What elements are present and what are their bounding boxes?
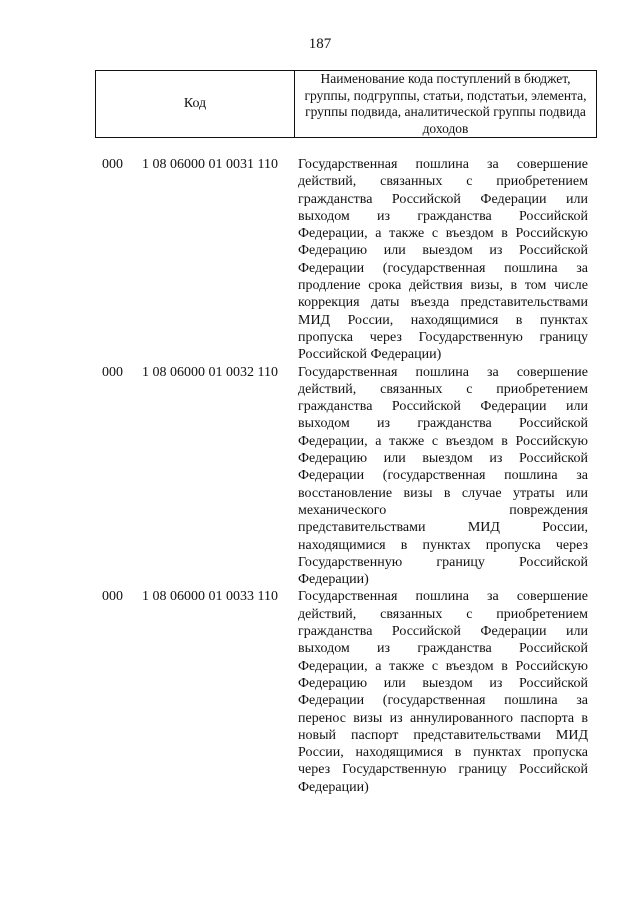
row-admin-code: 000 <box>102 157 123 172</box>
table-body <box>0 156 640 796</box>
row-revenue-code: 1 08 06000 01 0031 110 <box>142 157 278 172</box>
table-row <box>0 156 640 364</box>
table-row <box>0 588 640 796</box>
header-code-column: Код <box>96 71 295 137</box>
row-admin-code: 000 <box>102 364 123 380</box>
row-description: Государственная пошлина за совершение действий, связанных с приобретением гражданства Российской Федерации или выходом из гражданства Российской Федерации, а также с въездом в Российскую Федерацию или выездом из Российской Федерации (государственная пошлина за восстановление визы в случае утраты или механического повреждения представительствами МИД России, находящимися в пунктах пропуска через Государственную границу Российской Федерации) <box>298 364 588 588</box>
row-revenue-code: 1 08 06000 01 0032 110 <box>142 364 278 380</box>
row-description: Государственная пошлина за совершение действий, связанных с приобретением гражданства Российской Федерации или выходом из гражданства Российской Федерации, а также с въездом в Российскую Федерацию или выездом из Российской Федерации (государственная пошлина за перенос визы из аннулированного паспорта в новый паспорт представительствами МИД России, находящимися в пунктах пропуска через Государственную границу Российской Федерации) <box>298 589 588 795</box>
table-header <box>95 70 597 138</box>
row-admin-code: 000 <box>102 589 123 605</box>
row-description: Государственная пошлина за совершение действий, связанных с приобретением гражданства Российской Федерации или выходом из гражданства Российской Федерации, а также с въездом в Российскую Федерацию или выездом из Российской Федерации (государственная пошлина за продление срока действия визы, в том числе коррекция даты въезда представительствами МИД России, находящимися в пунктах пропуска через Государственную границу Российской Федерации) <box>298 157 588 363</box>
table-row <box>0 364 640 589</box>
page-number: 187 <box>308 36 332 52</box>
header-name-column: Наименование кода поступлений в бюджет, группы, подгруппы, статьи, подстатьи, элемента, группы подвида, аналитической группы подвида доходов <box>304 71 587 136</box>
row-revenue-code: 1 08 06000 01 0033 110 <box>142 589 278 605</box>
